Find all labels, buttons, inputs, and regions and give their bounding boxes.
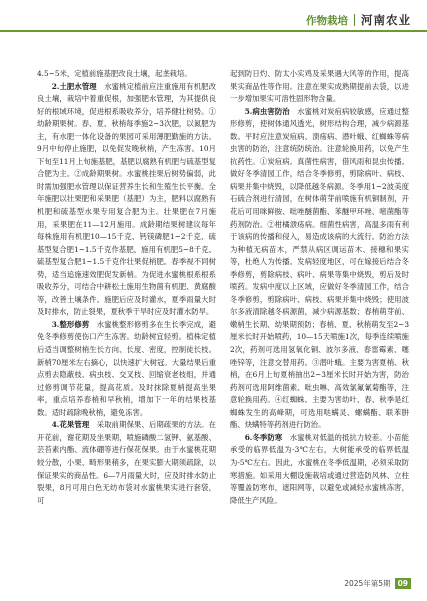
paragraph — [37, 81, 216, 319]
paragraph — [37, 319, 216, 419]
paragraph-text: 水蜜桃定植前应注重施用有机肥改良土壤，栽培中着重促根，加强肥水管理，为其提供良好的根域环境，促进根系吸收养分，培养健壮树势。①幼龄期果树。春、夏、秋梢每季施2~3次肥，以氮肥为主，有水肥一体化设备的果园可采用薄肥勤施的方法。9月中旬停止施肥，以免促发晚秋梢，产生冻害。10月下旬至11月上旬施基肥，基肥以腐熟有机肥与硫基型复合肥为主。②成龄期果树。水蜜桃挂果后树势偏弱，此时需加强肥水管理以保证营养生长和生殖生长平衡。全年施肥以壮果肥和采果肥（基肥）为主，肥料以腐熟有机肥和硫基型水果专用复合肥为主。壮果肥在7月施用，采果肥在11—12月施用。成龄期结果树建议每年每株施用有机肥10—15千克、钙镁磷肥1~2千克、硫基型复合肥1~1.5千克作基肥，施用有机肥5~8千克、硫基型复合肥1~1.5千克作壮果促梢肥。春季视不同树势，适当追施速效肥促发新梢。为促进水蜜桃根系根系吸收养分，可结合中耕松土施用生物菌有机肥、黄腐酸等，改善土壤条件。施肥后应及时灌水，夏季雨量大时及时排水，防止裂果，夏秋季干旱时应及时灌水防旱。 — [37, 81, 216, 317]
page-number: 09 — [395, 578, 411, 589]
magazine-title: 河南农业 — [361, 13, 411, 27]
paragraph — [37, 419, 216, 507]
running-header — [306, 12, 411, 28]
subheading: 3.整形修剪 — [51, 319, 97, 329]
paragraph-text: 水蜜桃整形修剪多在生长季完成，避免冬季修剪使伤口产生冻害。幼龄树宜轻剪。植株定植后适当调整树梢生长方向、长度、密度，控制徒长枝。新梢70厘米左右摘心，以快速扩大树冠。大量结果后重点剪去隐蔽枝、病虫枝、交叉枝、回缩衰老枝组，并通过修剪调节花量，提高花质。及时抹除夏梢提高坐果率，重点培养春梢和早秋梢，增加下一年的结果枝基数。适时疏除晚秋梢，避免冻害。 — [37, 319, 216, 417]
left-column — [37, 68, 216, 568]
article-body — [37, 68, 409, 568]
paragraph — [230, 106, 409, 432]
paragraph-text: 4.5~5米，定植前施基肥改良土壤，起垄栽培。 — [37, 69, 192, 78]
header-divider — [354, 14, 355, 26]
section-title: 作物栽培 — [306, 14, 348, 27]
page-footer — [344, 578, 411, 589]
subheading: 5.病虫害防治 — [244, 106, 298, 116]
subheading: 4.花果管理 — [51, 420, 97, 430]
issue-label: 2025年第5期 — [344, 579, 391, 588]
header-rule — [0, 30, 427, 32]
right-column — [230, 68, 409, 568]
paragraph-text: 采取前期保果、后期疏果的方法。在开花前，谢花期及坐果期，喷施磷酸二氢钾、氨基酸、芸苔素内酯、流体硼等进行保花保果。由于水蜜桃花期较分散，小果、畸形果稍多，在果实膨大期须疏除，以保证果实的商品性。6—7月雨量大时，应及时排水防止裂果，8月可用白色无纺布袋对水蜜桃果实进行套袋，可 — [37, 420, 216, 505]
paragraph-text: 水蜜桃对炭疽病较敏感，应通过整形修剪，使树体通风透光，树形结构合理，减少病源基数。平时应注意炭疽病、溃疡病、潜叶蛾、红蜘蛛等病虫害的防治，注意统防统治。注意轮换用药，以免产生抗药性。①炭疽病。真菌性病害，借风雨和昆虫传播。做好冬季清园工作，结合冬季修剪，剪除病叶、病枝、病果并集中烧毁，以降低越冬病源。冬季用1~2波美度石硫合剂进行清园，在树体萌芽前喷施有机铜制剂，开花后可用咪鲜胺、吡唑醚菌酯、苯醚甲环唑、嘧菌酯等药剂防治。②柑橘溃疡病。细菌性病害，高温多雨有利于该病的传播和侵入，易造成该病的大流行。防治方法为种植无病苗木，严禁从病区调运苗木、接穗和果实等，杜绝人为传播。发病轻度地区，可在嫁接后结合冬季修剪，剪除病枝、病叶、病果等集中烧毁，剪后及时喷药。发病中度以上区域，应做好冬季清园工作，结合冬季修剪，剪除病叶、病枝、病果并集中烧毁；使用波尔多液清除越冬病源菌，减少病源基数；春梢萌芽前、嫩梢生长期、幼果期预防；春梢、夏、秋梢萌发至2~3厘米长时开始喷药，10—15天喷施1次，每季连续喷施2次，药剂可选用氢氧化铜、波尔多液、春雷霉素、噻唑锌等，注意交替用药。③潜叶蛾。主要为害夏梢、秋梢，在6月上旬夏梢抽出2~3厘米长时开始为害，防治药剂可选用阿维菌素、吡虫啉、高效氯氟氰菊酯等，注意轮换用药。④红蜘蛛。主要为害幼叶、春、秋季是红蜘蛛发生的高峰期，可选用哒螨灵、螺螨酯、联苯肼酯、炔螨特等药剂进行防治。 — [230, 106, 409, 430]
paragraph-text: 起到防日灼、防太小实鸡及采果遇大风等的作用，提高果实商品性等作用。注意在果实成熟期提前去袋，以进一步增加果实可溶性固形物含量。 — [230, 69, 409, 104]
paragraph-text: 水蜜桃对低温的抵抗力较差。小苗能承受的临界低温为-3℃左右，大树能承受的临界低温为-5℃左右。因此，水蜜桃在冬季低温期，必须采取防寒措施。如采用大棚设施栽培或通过营造防风林、立柱等覆盖防寒布，遮阳网等，以避免或减轻水蜜桃冻害，降低生产风险。 — [230, 432, 409, 505]
paragraph — [230, 432, 409, 507]
subheading: 2.土肥水管理 — [51, 81, 105, 91]
subheading: 6.冬季防寒 — [244, 432, 290, 442]
paragraph — [230, 68, 409, 106]
paragraph — [37, 68, 216, 81]
